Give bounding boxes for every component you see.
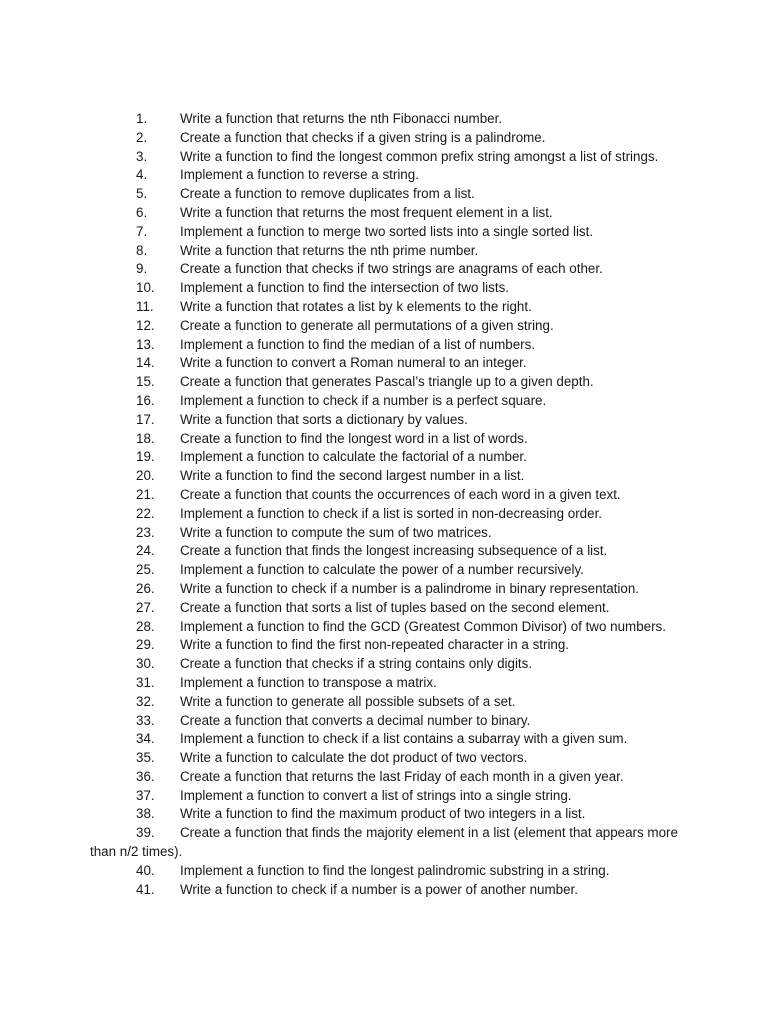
list-item: 11. Write a function that rotates a list by k elements to the right.: [136, 298, 532, 314]
item-text: Create a function that checks if a string contains only digits.: [180, 656, 533, 672]
item-text: Implement a function to calculate the power of a number recursively.: [180, 562, 584, 578]
list-item: 28. Implement a function to find the GCD (Greatest Common Divisor) of two numbers.: [136, 618, 666, 634]
list-item: 14. Write a function to convert a Roman numeral to an integer.: [136, 355, 527, 371]
list-item: 24. Create a function that finds the longest increasing subsequence of a list.: [136, 543, 608, 559]
item-text: Implement a function to merge two sorted lists into a single sorted list.: [180, 223, 594, 239]
item-text: Write a function to find the second largest number in a list.: [180, 468, 525, 484]
item-text: Implement a function to calculate the factorial of a number.: [180, 449, 527, 465]
list-item: 16. Implement a function to check if a number is a perfect square.: [136, 392, 547, 408]
item-text: Create a function that finds the majority element in a list (element that appears more than n/2 times).: [90, 825, 678, 860]
item-text: Implement a function to find the GCD (Greatest Common Divisor) of two numbers.: [180, 618, 666, 634]
item-text: Write a function that returns the most frequent element in a list.: [180, 204, 553, 220]
item-text: Write a function to calculate the dot product of two vectors.: [180, 750, 528, 766]
item-text: Write a function to convert a Roman numeral to an integer.: [180, 355, 527, 371]
item-text: Create a function that converts a decimal number to binary.: [180, 712, 531, 728]
list-item: 6. Write a function that returns the most frequent element in a list.: [136, 204, 553, 220]
list-item: 38. Write a function to find the maximum product of two integers in a list.: [136, 806, 586, 822]
list-item: 34. Implement a function to check if a list contains a subarray with a given sum.: [136, 731, 628, 747]
item-text: Create a function that checks if two strings are anagrams of each other.: [180, 261, 603, 277]
list-item: 5. Create a function to remove duplicates from a list.: [136, 186, 475, 202]
item-text: Create a function that generates Pascal’s triangle up to a given depth.: [180, 374, 594, 390]
list-item: 18. Create a function to find the longest word in a list of words.: [136, 430, 528, 446]
list-item: 36. Create a function that returns the last Friday of each month in a given year.: [136, 768, 624, 784]
item-text: Write a function to generate all possible subsets of a set.: [180, 693, 516, 709]
item-text: Create a function that sorts a list of tuples based on the second element.: [180, 599, 610, 615]
item-text: Write a function to check if a number is a palindrome in binary representation.: [180, 580, 639, 596]
list-item: 13. Implement a function to find the median of a list of numbers.: [136, 336, 536, 352]
item-text: Write a function that sorts a dictionary by values.: [180, 411, 468, 427]
list-item: 23. Write a function to compute the sum of two matrices.: [136, 524, 492, 540]
list-item: 37. Implement a function to convert a list of strings into a single string.: [136, 787, 572, 803]
list-item: 32. Write a function to generate all possible subsets of a set.: [136, 693, 516, 709]
list-item: 21. Create a function that counts the occurrences of each word in a given text.: [136, 486, 621, 502]
list-item: 19. Implement a function to calculate the factorial of a number.: [136, 449, 527, 465]
item-text: Implement a function to convert a list of strings into a single string.: [180, 787, 572, 803]
list-item: 17. Write a function that sorts a dictionary by values.: [136, 411, 468, 427]
numbered-task-list: [90, 110, 690, 899]
list-item: 4. Implement a function to reverse a string.: [136, 167, 419, 183]
item-text: Write a function that returns the nth prime number.: [180, 242, 479, 258]
item-text: Implement a function to find the intersection of two lists.: [180, 280, 509, 296]
item-text: Create a function to remove duplicates from a list.: [180, 186, 475, 202]
list-item: 2. Create a function that checks if a given string is a palindrome.: [136, 129, 546, 145]
list-item: 1. Write a function that returns the nth Fibonacci number.: [136, 111, 503, 126]
list-item: 27. Create a function that sorts a list of tuples based on the second element.: [136, 599, 610, 615]
item-text: Create a function that finds the longest increasing subsequence of a list.: [180, 543, 608, 559]
item-text: Implement a function to check if a list contains a subarray with a given sum.: [180, 731, 628, 747]
item-text: Implement a function to transpose a matrix.: [180, 674, 437, 690]
item-text: Write a function to compute the sum of two matrices.: [180, 524, 492, 540]
list-item: 8. Write a function that returns the nth prime number.: [136, 242, 479, 258]
list-item: 7. Implement a function to merge two sorted lists into a single sorted list.: [136, 223, 594, 239]
list-item: 9. Create a function that checks if two strings are anagrams of each other.: [136, 261, 603, 277]
item-text: Implement a function to find the longest palindromic substring in a string.: [180, 862, 610, 878]
list-item: 33. Create a function that converts a decimal number to binary.: [136, 712, 531, 728]
item-text: Create a function that counts the occurrences of each word in a given text.: [180, 486, 621, 502]
list-item: 30. Create a function that checks if a string contains only digits.: [136, 656, 533, 672]
item-text: Create a function to generate all permutations of a given string.: [180, 317, 554, 333]
list-item: 26. Write a function to check if a number is a palindrome in binary representation.: [136, 580, 639, 596]
list-item: 29. Write a function to find the first non-repeated character in a string.: [136, 637, 570, 653]
item-text: Implement a function to reverse a string.: [180, 167, 419, 183]
item-text: Implement a function to check if a list is sorted in non-decreasing order.: [180, 505, 603, 521]
list-item: 22. Implement a function to check if a list is sorted in non-decreasing order.: [136, 505, 603, 521]
item-text: Create a function to find the longest word in a list of words.: [180, 430, 528, 446]
list-item: 31. Implement a function to transpose a matrix.: [136, 674, 437, 690]
item-text: Write a function that rotates a list by k elements to the right.: [180, 298, 532, 314]
list-item: 20. Write a function to find the second largest number in a list.: [136, 468, 525, 484]
item-text: Write a function to find the first non-repeated character in a string.: [180, 637, 570, 653]
item-text: Write a function that returns the nth Fibonacci number.: [180, 111, 503, 126]
list-item: 25. Implement a function to calculate the power of a number recursively.: [136, 562, 584, 578]
item-text: Create a function that checks if a given string is a palindrome.: [180, 129, 546, 145]
item-text: Write a function to check if a number is a power of another number.: [180, 881, 578, 897]
list-item: 3. Write a function to find the longest common prefix string amongst a list of strings.: [136, 148, 659, 164]
list-item: 39. Create a function that finds the majority element in a list (element that appears more than n/2 times).: [90, 825, 678, 860]
list-item: 15. Create a function that generates Pascal’s triangle up to a given depth.: [136, 374, 594, 390]
item-text: Write a function to find the maximum product of two integers in a list.: [180, 806, 586, 822]
list-item: 41. Write a function to check if a number is a power of another number.: [136, 881, 578, 897]
item-text: Write a function to find the longest common prefix string amongst a list of strings.: [180, 148, 659, 164]
item-text: Create a function that returns the last Friday of each month in a given year.: [180, 768, 624, 784]
list-item: 10. Implement a function to find the intersection of two lists.: [136, 280, 509, 296]
list-item: 35. Write a function to calculate the dot product of two vectors.: [136, 750, 528, 766]
item-text: Implement a function to check if a number is a perfect square.: [180, 392, 547, 408]
list-item: 12. Create a function to generate all permutations of a given string.: [136, 317, 554, 333]
item-text: Implement a function to find the median of a list of numbers.: [180, 336, 536, 352]
list-item: 40. Implement a function to find the longest palindromic substring in a string.: [136, 862, 610, 878]
